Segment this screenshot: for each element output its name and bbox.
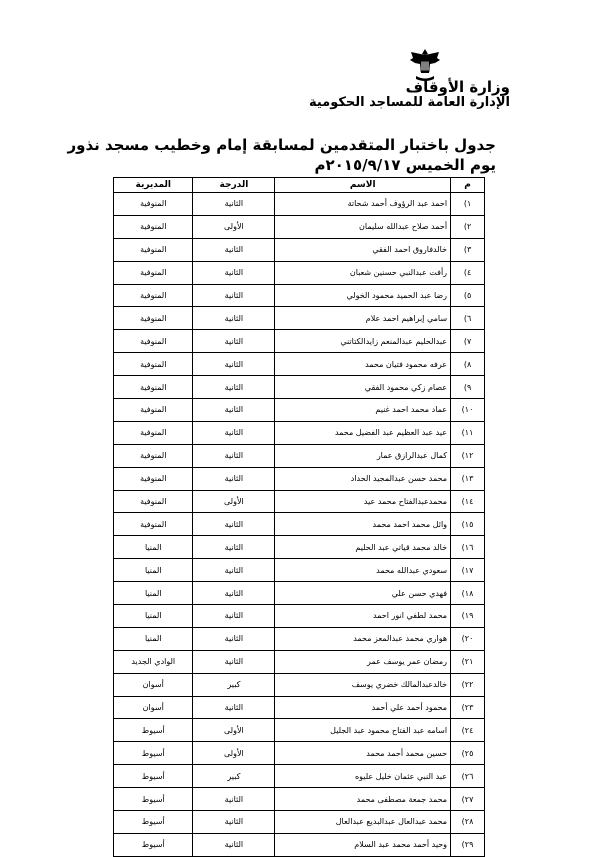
row-name: محمد لطفي انور احمد [275,605,451,628]
row-number: ٢٢) [451,673,485,696]
row-name: رضا عبد الحميد محمود الخولي [275,284,451,307]
row-name: عبد النبي عثمان خليل عليوه [275,765,451,788]
row-directorate: المنوفية [114,330,193,353]
row-directorate: المنوفية [114,284,193,307]
row-grade: الثانية [193,696,275,719]
table-row [114,284,485,307]
row-directorate: المنوفية [114,467,193,490]
row-directorate: المنوفية [114,193,193,216]
table-row [114,399,485,422]
row-name: سعودي عبدالله محمد [275,559,451,582]
row-grade: الثانية [193,330,275,353]
table-row [114,467,485,490]
row-name: محمود أحمد علي أحمد [275,696,451,719]
row-name: عبدالحليم عبدالمنعم زايدالكتاتني [275,330,451,353]
row-directorate: أسيوط [114,742,193,765]
row-directorate: أسيوط [114,811,193,834]
table-row [114,193,485,216]
row-directorate: أسوان [114,673,193,696]
row-name: وحيد أحمد محمد عبد السلام [275,833,451,856]
row-number: ٢٥) [451,742,485,765]
row-name: حسين محمد أحمد محمد [275,742,451,765]
row-number: ٢٤) [451,719,485,742]
row-name: خالدعبدالمالك خضري يوسف [275,673,451,696]
candidates-table [113,177,485,857]
row-grade: الثانية [193,788,275,811]
table-row [114,421,485,444]
table-row [114,536,485,559]
row-grade: الثانية [193,467,275,490]
row-number: ٣) [451,238,485,261]
row-number: ٦) [451,307,485,330]
row-directorate: المنوفية [114,376,193,399]
row-grade: الأولى [193,215,275,238]
table-row [114,627,485,650]
table-row [114,582,485,605]
row-grade: الثانية [193,833,275,856]
row-grade: الثانية [193,444,275,467]
row-number: ٢٩) [451,833,485,856]
row-number: ١٩) [451,605,485,628]
row-directorate: أسوان [114,696,193,719]
row-number: ١٠) [451,399,485,422]
row-grade: الثانية [193,399,275,422]
row-name: خالد محمد قياتي عبد الحليم [275,536,451,559]
table-row [114,650,485,673]
row-grade: الثانية [193,307,275,330]
row-directorate: أسيوط [114,765,193,788]
table-row [114,673,485,696]
row-name: عصام زكي محمود الفقي [275,376,451,399]
row-grade: الثانية [193,605,275,628]
header-grade: الدرجة [193,178,275,193]
row-directorate: المنيا [114,536,193,559]
row-grade: الأولى [193,742,275,765]
row-name: خالدفاروق احمد الفقي [275,238,451,261]
row-grade: الثانية [193,284,275,307]
table-row [114,811,485,834]
row-number: ١٥) [451,513,485,536]
row-name: احمد عبد الرؤوف أحمد شحاتة [275,193,451,216]
row-number: ١٤) [451,490,485,513]
row-number: ٢٧) [451,788,485,811]
row-name: رأفت عبدالنبي حسنين شعبان [275,261,451,284]
row-number: ١) [451,193,485,216]
table-row [114,513,485,536]
row-grade: كبير [193,673,275,696]
row-grade: الثانية [193,421,275,444]
row-grade: الثانية [193,536,275,559]
row-number: ١٨) [451,582,485,605]
row-directorate: المنوفية [114,399,193,422]
row-name: أحمد صلاح عبدالله سليمان [275,215,451,238]
row-number: ١٦) [451,536,485,559]
row-directorate: المنيا [114,582,193,605]
table-row [114,833,485,856]
table-header-row [114,178,485,193]
header-directorate: المديرية [114,178,193,193]
letterhead [308,42,510,112]
row-grade: كبير [193,765,275,788]
row-directorate: أسيوط [114,788,193,811]
row-directorate: المنيا [114,559,193,582]
table-row [114,788,485,811]
table-row [114,307,485,330]
title-line-2: يوم الخميس ٢٠١٥/٩/١٧م [314,156,496,174]
row-name: محمد عبدالعال عبدالبديع عبدالعال [275,811,451,834]
row-grade: الثانية [193,238,275,261]
row-name: عماد محمد احمد غنيم [275,399,451,422]
row-grade: الثانية [193,353,275,376]
row-name: هواري محمد عبدالمعز محمد [275,627,451,650]
table-row [114,444,485,467]
table-row [114,353,485,376]
row-number: ٢) [451,215,485,238]
row-number: ١٧) [451,559,485,582]
row-grade: الثانية [193,582,275,605]
row-directorate: المنيا [114,605,193,628]
row-name: محمدعبدالفتاح محمد عيد [275,490,451,513]
row-directorate: المنوفية [114,261,193,284]
table-row [114,238,485,261]
department-name: الإدارة العامة للمساجد الحكومية [308,95,510,110]
row-name: وائل محمد احمد محمد [275,513,451,536]
ministry-name: وزارة الأوقاف [405,78,510,96]
table-row [114,215,485,238]
row-directorate: أسيوط [114,833,193,856]
table-row [114,559,485,582]
row-number: ٢٦) [451,765,485,788]
row-directorate: المنوفية [114,215,193,238]
row-directorate: أسيوط [114,719,193,742]
row-number: ٢١) [451,650,485,673]
title-line-1: جدول باختبار المتقدمين لمسابقة إمام وخطيب مسجد نذور [67,136,496,154]
row-directorate: المنوفية [114,353,193,376]
row-name: محمد حسن عبدالمجيد الحداد [275,467,451,490]
row-name: كمال عبدالرازق عمار [275,444,451,467]
row-grade: الأولى [193,719,275,742]
table-row [114,605,485,628]
row-directorate: الوادي الجديد [114,650,193,673]
table-row [114,490,485,513]
document-title [67,136,496,174]
header-name: الاسم [275,178,451,193]
row-number: ١٣) [451,467,485,490]
row-grade: الثانية [193,627,275,650]
row-grade: الثانية [193,811,275,834]
row-directorate: المنوفية [114,238,193,261]
row-name: رمضان عمر يوسف عمر [275,650,451,673]
table-row [114,261,485,284]
row-name: فهدي حسن علي [275,582,451,605]
row-grade: الثانية [193,376,275,399]
row-number: ٥) [451,284,485,307]
table-row [114,376,485,399]
row-grade: الثانية [193,513,275,536]
table-row [114,330,485,353]
row-name: محمد جمعة مصطفى محمد [275,788,451,811]
row-number: ٨) [451,353,485,376]
row-name: عرفه محمود فتيان محمد [275,353,451,376]
row-name: سامي إبراهيم احمد علام [275,307,451,330]
row-directorate: المنوفية [114,444,193,467]
row-grade: الثانية [193,193,275,216]
row-directorate: المنوفية [114,490,193,513]
row-name: عيد عبد العظيم عبد الفضيل محمد [275,421,451,444]
row-number: ٢٨) [451,811,485,834]
row-grade: الأولى [193,490,275,513]
row-grade: الثانية [193,559,275,582]
table-row [114,719,485,742]
row-number: ٢٠) [451,627,485,650]
table-row [114,765,485,788]
row-number: ١٢) [451,444,485,467]
row-directorate: المنوفية [114,421,193,444]
table-row [114,696,485,719]
row-name: اسامه عبد الفتاح محمود عبد الجليل [275,719,451,742]
row-number: ٤) [451,261,485,284]
row-number: ٧) [451,330,485,353]
row-number: ٢٣) [451,696,485,719]
row-grade: الثانية [193,261,275,284]
row-directorate: المنوفية [114,307,193,330]
table-row [114,742,485,765]
header-num: م [451,178,485,193]
row-directorate: المنيا [114,627,193,650]
row-number: ٩) [451,376,485,399]
row-grade: الثانية [193,650,275,673]
row-number: ١١) [451,421,485,444]
row-directorate: المنوفية [114,513,193,536]
